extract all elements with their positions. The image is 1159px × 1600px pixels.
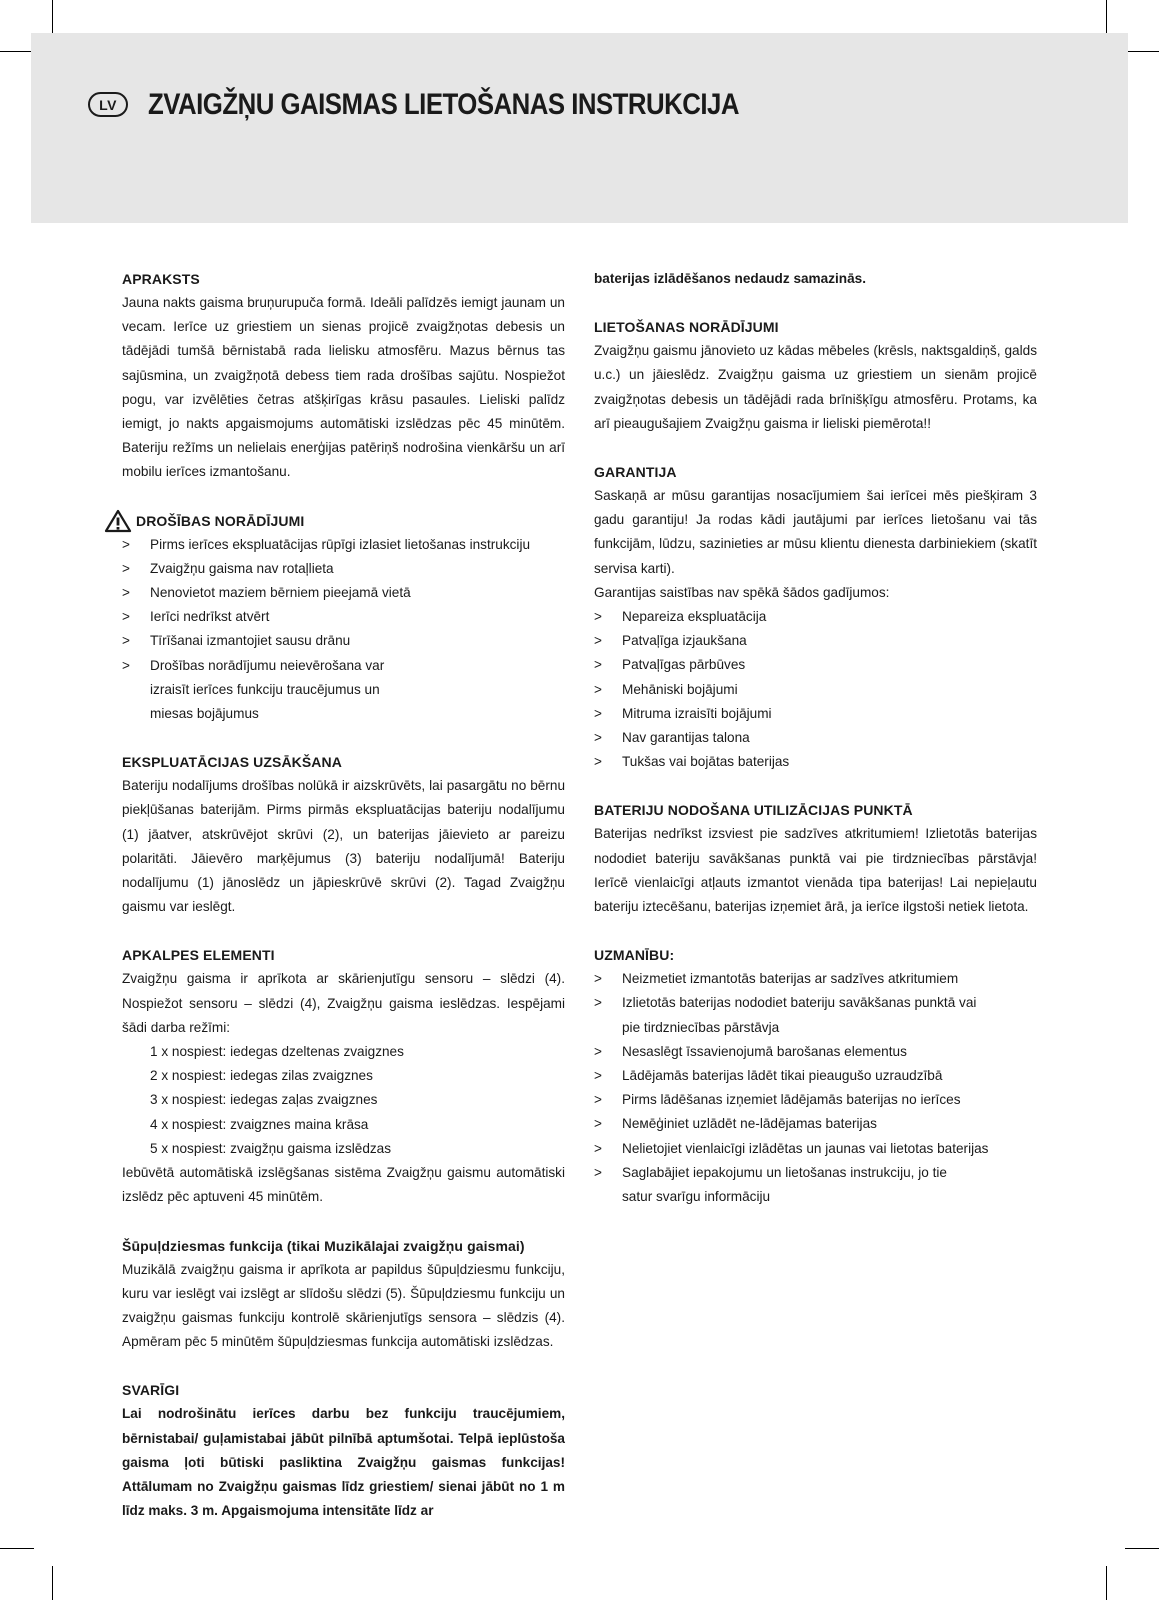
bullet-marker: > bbox=[594, 705, 602, 721]
bullet-marker: > bbox=[594, 1068, 602, 1084]
bullet-marker: > bbox=[594, 609, 602, 625]
section-title-svarigi: SVARĪGI bbox=[122, 1382, 180, 1399]
list-item: > Neizmetiet izmantotās baterijas ar sadzīves atkritumiem bbox=[594, 967, 1037, 991]
list-item: > Nesaslēgt īssavienojumā barošanas elementus bbox=[594, 1040, 1037, 1064]
list-item: > Neмēģiniet uzlādēt ne-lādējamas baterijas bbox=[594, 1112, 1037, 1136]
list-item: > Lādējamās baterijas lādēt tikai pieaugušo uzraudzībā bbox=[594, 1064, 1037, 1088]
bullet-marker: > bbox=[594, 1043, 602, 1059]
bullet-marker: > bbox=[594, 1164, 602, 1180]
bullet-marker: > bbox=[594, 1116, 602, 1132]
list-item: 4 x nospiest: zvaigznes maina krāsa bbox=[150, 1116, 369, 1132]
section-continuation-svarigi: baterijas izlādēšanos nedaudz samazinās. bbox=[594, 271, 866, 286]
list-item: > Pirms ierīces ekspluatācijas rūpīgi izlasiet lietošanas instrukciju bbox=[122, 533, 565, 557]
crop-mark bbox=[1125, 51, 1159, 52]
list-item: > Nelietojiet vienlaicīgi izlādētas un jaunas vai lietotas baterijas bbox=[594, 1137, 1037, 1161]
section-title-utilizacija: BATERIJU NODOŠANA UTILIZĀCIJAS PUNKTĀ bbox=[594, 802, 913, 819]
list-item: > Nepareiza ekspluatācija bbox=[594, 605, 1037, 629]
bullet-marker: > bbox=[594, 754, 602, 770]
list-item: 3 x nospiest: iedegas zaļas zvaigznes bbox=[150, 1092, 378, 1108]
crop-mark bbox=[52, 1566, 53, 1600]
bullet-marker: > bbox=[122, 609, 130, 625]
section-title-apkalpe: APKALPES ELEMENTI bbox=[122, 947, 275, 964]
section-title-supuldziesmas: Šūpuļdziesmas funkcija (tikai Muzikālajai zvaigžņu gaismai) bbox=[122, 1237, 525, 1254]
section-intro-apkalpe: Zvaigžņu gaisma ir aprīkota ar skārienjutīgu sensoru – slēdzi (4). Nospiežot sensoru – slēdzi (4), Zvaigžņu gaisma ieslēdzas. Iespējami šādi darba režīmi: bbox=[122, 971, 565, 1035]
bullet-marker: > bbox=[122, 633, 130, 649]
section-text-apraksts: Jauna nakts gaisma bruņurupuča formā. Ideāli palīdzēs iemigt jaunam un vecam. Ierīce uz griestiem un sienas projicē zvaigžņotas debesis un tādējādi tumšā bērnistabā rada lielisku atmosfēru. Mazus bērnus tas sajūsmina, un zvaigžņotā debess tiem rada drošības sajūtu. Nospiežot pogu, var izvēlēties četras atšķirīgas krāsu pasaules. Lieliski palīdz iemigt, jo nakts apgaismojums automātiski izslēdzas pēc 45 minūtēm. Bateriju režīms un nelielais enerģijas patēriņš nodrošina vienkāršu un arī mobilu ierīces izmantošanu. bbox=[122, 295, 565, 480]
list-item: > Mitruma izraisīti bojājumi bbox=[594, 702, 1037, 726]
mode-list bbox=[122, 1040, 565, 1161]
section-title-lietosana: LIETOŠANAS NORĀDĪJUMI bbox=[594, 319, 779, 336]
crop-mark bbox=[0, 1548, 34, 1549]
list-item: 1 x nospiest: iedegas dzeltenas zvaigznes bbox=[150, 1044, 404, 1060]
list-item: > Mehāniski bojājumi bbox=[594, 678, 1037, 702]
bullet-marker: > bbox=[594, 730, 602, 746]
list-item: > Nenovietot maziem bērniem pieejamā vietā bbox=[122, 581, 565, 605]
right-column bbox=[594, 267, 1037, 1209]
safety-heading bbox=[104, 509, 565, 533]
bullet-marker: > bbox=[594, 633, 602, 649]
crop-mark bbox=[0, 51, 34, 52]
section-subtitle-garantija: Garantijas saistības nav spēkā šādos gadījumos: bbox=[594, 584, 890, 600]
list-item: > Ierīci nedrīkst atvērt bbox=[122, 605, 565, 629]
page-title: ZVAIGŽŅU GAISMAS LIETOŠANAS INSTRUKCIJA bbox=[148, 88, 739, 121]
list-item: > Patvaļīga izjaukšana bbox=[594, 629, 1037, 653]
list-item: > Izlietotās baterijas nododiet bateriju savākšanas punktā vai pie tirdzniecības pārstāvja bbox=[594, 991, 1037, 1039]
section-title-apraksts: APRAKSTS bbox=[122, 271, 200, 287]
section-title-ekspluatacija: EKSPLUATĀCIJAS UZSĀKŠANA bbox=[122, 754, 342, 771]
language-badge: LV bbox=[88, 92, 128, 117]
list-item: > Patvaļīgas pārbūves bbox=[594, 653, 1037, 677]
list-item: > Zvaigžņu gaisma nav rotaļlieta bbox=[122, 557, 565, 581]
list-item: > Saglabājiet iepakojumu un lietošanas instrukciju, jo tie satur svarīgu informāciju bbox=[594, 1161, 1037, 1209]
crop-mark bbox=[1106, 0, 1107, 34]
caution-list bbox=[594, 967, 1037, 1209]
bullet-marker: > bbox=[594, 1140, 602, 1156]
list-item: > Nav garantijas talona bbox=[594, 726, 1037, 750]
crop-mark bbox=[1106, 1566, 1107, 1600]
section-text-utilizacija: Baterijas nedrīkst izsviest pie sadzīves atkritumiem! Izlietotās baterijas nododiet bateriju savākšanas punktā vai pie tirdzniecības pārstāvja! Ierīcē vienlaicīgi atļauts izmantot vienāda tipa baterijas! Lai nepieļautu bateriju iztecēšanu, baterijas izņemiet ārā, ja ierīce ilgstoši netiek lietota. bbox=[594, 826, 1037, 915]
section-title-drosiba: DROŠĪBAS NORĀDĪJUMI bbox=[136, 512, 305, 529]
section-text-garantija: Saskaņā ar mūsu garantijas nosacījumiem šai ierīcei mēs piešķiram 3 gadu garantiju! Ja rodas kādi jautājumi par ierīces lietošanu vai tās funkcijām, lūdzu, sazinieties ar mūsu klientu dienesta darbiniekiem (skatīt servisa karti). bbox=[594, 488, 1037, 576]
list-item: > Pirms lādēšanas izņemiet lādējamās baterijas no ierīces bbox=[594, 1088, 1037, 1112]
section-text-ekspluatacija: Bateriju nodalījums drošības nolūkā ir aizskrūvēts, lai pasargātu no bērnu piekļūšanas baterijām. Pirms pirmās ekspluatācijas bateriju nodalījumu (1) jāatver, atskrūvējot skrūvi (2), un baterijas jāievieto ar pareizu polaritāti. Jāievēro marķējumus (3) bateriju nodalījumā! Bateriju nodalījumu (1) jānoslēdz un jāpieskrūvē skrūvi (2). Tagad Zvaigžņu gaismu var ieslēgt. bbox=[122, 778, 565, 915]
section-text-lietosana: Zvaigžņu gaismu jānovieto uz kādas mēbeles (krēsls, naktsgaldiņš, galds u.c.) un jāieslēdz. Zvaigžņu gaisma uz griestiem un sienām projicē zvaigžņotas debesis un tādējādi rada brīnišķīgu atmosfēru. Protams, ka arī pieaugušajiem Zvaigžņu gaisma ir lieliski piemērota!! bbox=[594, 343, 1037, 431]
bullet-marker: > bbox=[594, 657, 602, 673]
section-outro-apkalpe: Iebūvētā automātiskā izslēgšanas sistēma Zvaigžņu gaismu automātiski izslēdz pēc aptuveni 45 minūtēm. bbox=[122, 1165, 565, 1205]
section-text-supuldziesmas: Muzikālā zvaigžņu gaisma ir aprīkota ar papildus šūpuļdziesmu funkciju, kuru var ieslēgt vai izslēgt ar slīdošu slēdzi (5). Šūpuļdziesmu funkciju un zvaigžņu gaismas funkciju kontrolē skārienjutīgs sensora – slēdzis (4). Apmēram pēc 5 minūtēm šūpuļdziesmas funkcija automātiski izslēdzas. bbox=[122, 1261, 565, 1350]
bullet-marker: > bbox=[594, 1092, 602, 1108]
safety-list bbox=[122, 533, 565, 727]
section-title-garantija: GARANTIJA bbox=[594, 464, 677, 481]
list-item: 5 x nospiest: zvaigžņu gaisma izslēdzas bbox=[150, 1140, 392, 1156]
section-title-uzmanibu: UZMANĪBU: bbox=[594, 947, 675, 964]
list-item: 2 x nospiest: iedegas zilas zvaigznes bbox=[150, 1068, 373, 1084]
section-text-svarigi: Lai nodrošinātu ierīces darbu bez funkciju traucējumiem, bērnistabai/ guļamistabai jābūt pilnībā aptumšotai. Telpā ieplūstoša gaisma ļoti būtiski pasliktina Zvaigžņu gaismas funkcijas! Attālumam no Zvaigžņu gaismas līdz griestiem/ sienai jābūt no 1 m līdz maks. 3 m. Apgaismojuma intensitāte līdz ar bbox=[122, 1406, 565, 1519]
header-band bbox=[31, 33, 1128, 223]
bullet-marker: > bbox=[594, 971, 602, 987]
list-item: > Tukšas vai bojātas baterijas bbox=[594, 750, 1037, 774]
list-item: > Drošības norādījumu neievērošana var izraisīt ierīces funkciju traucējumus un miesas bojājumus bbox=[122, 654, 565, 727]
warranty-exclusions-list bbox=[594, 605, 1037, 774]
bullet-marker: > bbox=[122, 657, 130, 673]
crop-mark bbox=[52, 0, 53, 34]
left-column bbox=[122, 267, 565, 1523]
bullet-marker: > bbox=[594, 995, 602, 1011]
bullet-marker: > bbox=[122, 585, 130, 601]
bullet-marker: > bbox=[594, 681, 602, 697]
bullet-marker: > bbox=[122, 536, 130, 552]
crop-mark bbox=[1125, 1548, 1159, 1549]
warning-icon bbox=[104, 509, 132, 533]
bullet-marker: > bbox=[122, 560, 130, 576]
list-item: > Tīrīšanai izmantojiet sausu drānu bbox=[122, 629, 565, 653]
